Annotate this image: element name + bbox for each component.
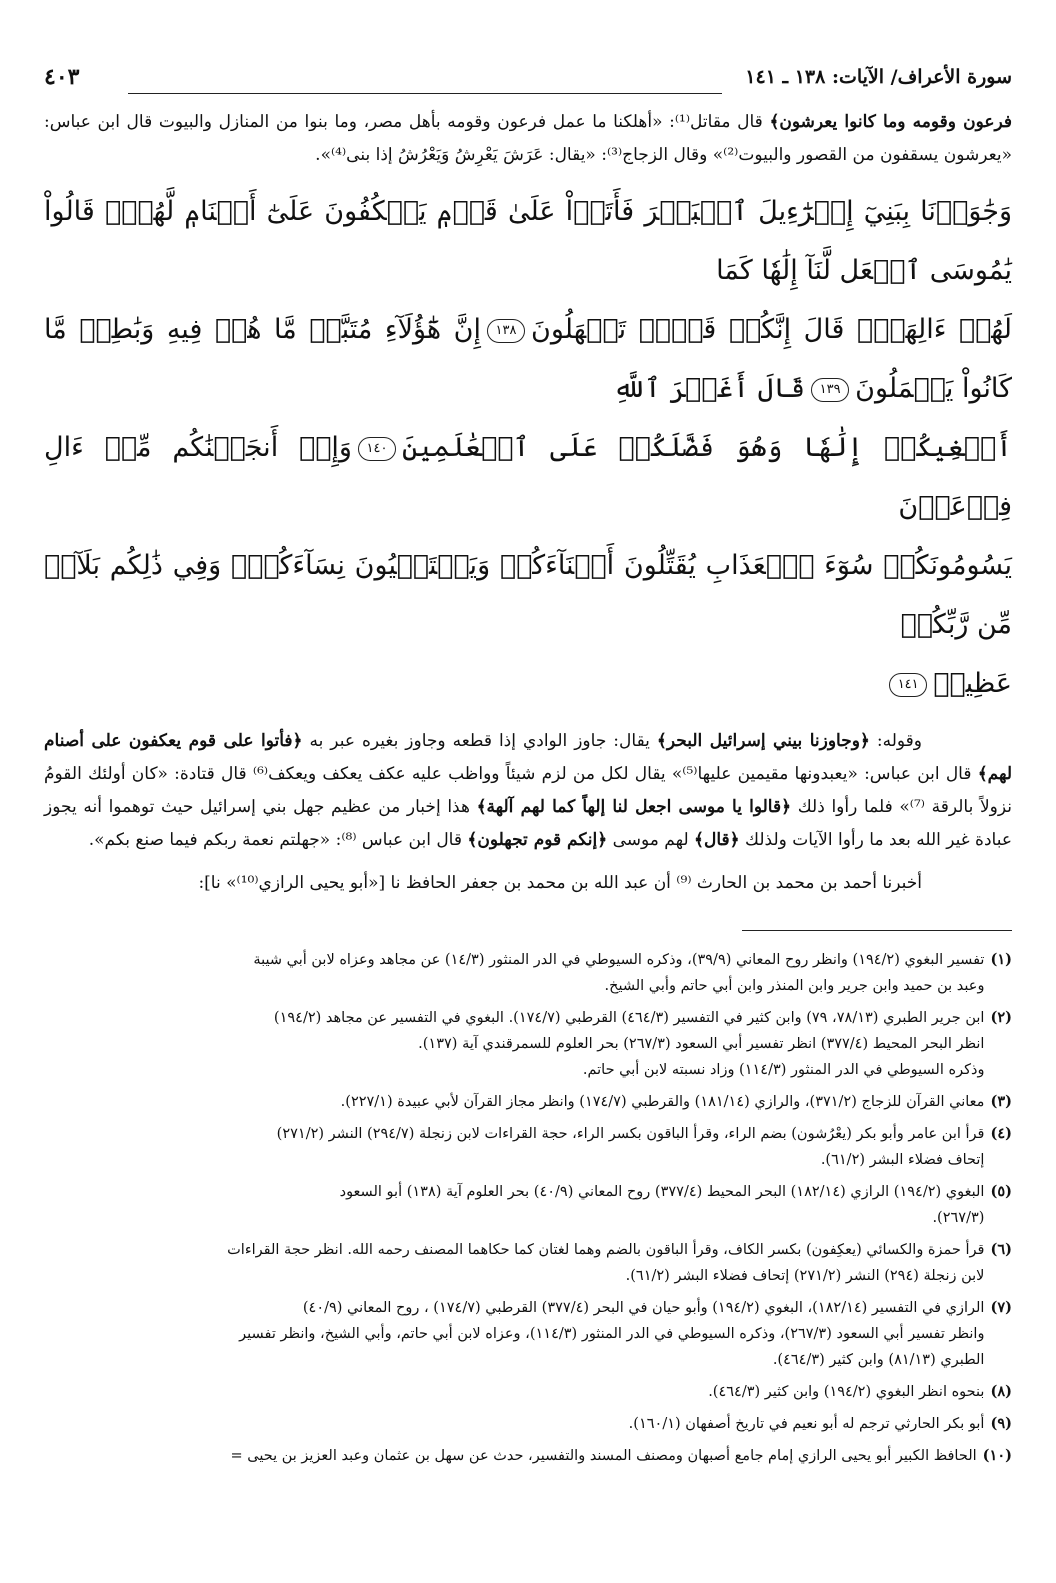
footnote — [44, 1379, 1012, 1405]
footnote — [44, 1411, 1012, 1437]
footnote — [44, 947, 1012, 999]
paragraph-text: يقال: جاوز الوادي إذا قطعه وجاوز بغيره عبر به — [302, 731, 657, 751]
footnote-number: (٢) — [990, 1009, 1012, 1026]
footnote-number: (٤) — [990, 1125, 1012, 1142]
footnote-line: الحافظ الكبير أبو يحيى الرازي إمام جامع أصبهان ومصنف المسند والتفسير، حدث عن سهل بن عثمان وعبد العزيز بن يحيى = — [230, 1448, 977, 1464]
footnote-line: تفسير البغوي (١٩٤/٢) وانظر روح المعاني (٣٩/٩)، وذكره السيوطي في الدر المنثور (١٤/٣) عن مجاهد وعزاه لابن أبي شيبة — [253, 952, 985, 968]
bold-phrase: ﴿إنكم قوم تجهلون﴾ — [467, 830, 608, 850]
footnote-body — [44, 1379, 984, 1405]
quran-verses — [44, 182, 1012, 713]
footnote-body — [44, 1237, 984, 1289]
footnote-line: لابن زنجلة (٢٩٤) النشر (٢٧١/٢) إتحاف فضلاء البشر (٦١/٢). — [625, 1268, 985, 1284]
footnote-line: قرأ حمزة والكسائي (يعكِفون) بكسر الكاف، وقرأ الباقون بالضم وهما لغتان كما حكاهما المصنف رحمه الله. انظر حجة القراءات — [227, 1242, 985, 1258]
footnote-line: البغوي (١٩٤/٢) الرازي (١٨٢/١٤) البحر المحيط (٣٧٧/٤) روح المعاني (٤٠/٩) بحر العلوم آية (١٣٨) أبو السعود — [339, 1184, 985, 1200]
footnote-line: أبو بكر الحارثي ترجم له أبو نعيم في تاريخ أصفهان (١٦٠/١). — [628, 1416, 985, 1432]
footnote — [44, 1295, 1012, 1373]
commentary-paragraph-1 — [44, 106, 1012, 172]
ayah-number-marker: ١٣٨ — [487, 319, 525, 343]
footnote-line: وعبد بن حميد وابن جرير وابن المنذر وابن أبي حاتم وأبي الشيخ. — [604, 978, 985, 994]
footnote — [44, 1121, 1012, 1173]
commentary-paragraph-2 — [44, 725, 1012, 857]
footnote-number: (٨) — [990, 1383, 1012, 1400]
footnote-body — [44, 1089, 984, 1115]
verse-line-4: يَسُومُونَكُمۡ سُوٓءَ ٱلۡعَذَابِ يُقَتِّلُونَ أَبۡنَآءَكُمۡ وَيَسۡتَحۡيُونَ نِسَآءَكُمۡۚ وَفِي ذَٰلِكُم بَلَآءٞ مِّن رَّبِّكُمۡ — [44, 550, 1012, 640]
footnote-number: (١) — [990, 951, 1012, 968]
footnote-body — [44, 1179, 984, 1231]
footnote-line: معاني القرآن للزجاج (٣٧١/٢)، والرازي (١٨١/١٤) والقرطبي (١٧٤/٧) وانظر مجاز القرآن لأبي عبيدة (٢٢٧/١). — [340, 1094, 985, 1110]
header-title: سورة الأعراف/ الآيات: ١٣٨ ـ ١٤١ — [745, 66, 1012, 88]
isnad-paragraph: أخبرنا أحمد بن محمد بن الحارث ⁽⁹⁾ أن عبد الله بن محمد بن جعفر الحافظ نا [«أبو يحيى الرازي⁽¹⁰⁾» نا]: — [198, 873, 922, 893]
footnote — [44, 1089, 1012, 1115]
footnote-body — [44, 1121, 984, 1173]
footnote-number: (٦) — [990, 1241, 1012, 1258]
paragraph-text: قال ابن عباس: «يعبدونها مقيمين عليها⁽⁵⁾» يقال لكل من لزم شيئاً وواظب عليه عكف يعكف ويعكف⁽⁶⁾ قال قتادة: «كان أولئك القومُ نزولاً بالرقة ⁽⁷⁾» فلما رأوا ذلك — [44, 764, 1012, 817]
footnote-line: انظر البحر المحيط (٣٧٧/٤) انظر تفسير أبي السعود (٢٦٧/٣) بحر العلوم للسمرقندي آية (١٣٧). — [418, 1036, 985, 1052]
verse-line-1: وَجَٰوَزۡنَا بِبَنِيٓ إِسۡرَٰٓءِيلَ ٱلۡبَحۡرَ فَأَتَوۡاْ عَلَىٰ قَوۡمٖ يَعۡكُفُونَ عَلَىٰٓ أَصۡنَامٖ لَّهُمۡۚ قَالُواْ يَٰمُوسَى ٱجۡعَل لَّنَآ إِلَٰهٗا كَمَا — [44, 196, 1012, 286]
ayah-number-marker: ١٣٩ — [811, 378, 849, 402]
footnote-line: إتحاف فضلاء البشر (٦١/٢). — [820, 1152, 985, 1168]
footnote-body — [44, 947, 984, 999]
verse-text: إِنَّ هَٰٓؤُلَآءِ مُتَبَّرٞ مَّا هُمۡ فِيهِ وَبَٰطِلٞ مَّا كَانُواْ يَعۡمَلُونَ — [44, 314, 1012, 404]
verse-line-3 — [44, 418, 1012, 536]
footnote-number: (٩) — [990, 1415, 1012, 1432]
bold-phrase: ﴿قالوا يا موسى اجعل لنا إلهاً كما لهم آلهة﴾ — [476, 797, 792, 817]
footnote-line: ابن جرير الطبري (٧٨/١٣، ٧٩) وابن كثير في التفسير (٤٦٤/٣) القرطبي (١٧٤/٧). البغوي في التفسير عن مجاهد (١٩٤/٢) — [273, 1010, 985, 1026]
verse-text: لَهُمۡ ءَالِهَةٞۚ قَالَ إِنَّكُمۡ قَوۡمٞ تَجۡهَلُونَ — [531, 314, 1012, 345]
footnotes — [44, 947, 1012, 1469]
book-page — [44, 58, 1012, 1475]
verse-text: عَظِيمٞ — [933, 668, 1012, 699]
footnote-body — [44, 1443, 977, 1469]
footnote-line: الطبري (٨١/١٣) وابن كثير (٤٦٤/٣). — [772, 1352, 985, 1368]
paragraph-text: لهم موسى — [607, 830, 695, 850]
page-number: ٤٠٣ — [44, 64, 80, 90]
bold-phrase: ﴿وجاوزنا بيني إسرائيل البحر﴾ — [656, 731, 870, 751]
footnote-line: وذكره السيوطي في الدر المنثور (١١٤/٣) وزاد نسبته لابن أبي حاتم. — [582, 1062, 985, 1078]
footnote-line: الرازي في التفسير (١٨٢/١٤)، البغوي (١٩٤/٢) وأبو حيان في البحر (٣٧٧/٤) القرطبي (١٧٤/٧) ، روح المعاني (٤٠/٩) — [302, 1300, 985, 1316]
footnote-separator — [742, 930, 1012, 931]
footnote-line: وانظر تفسير أبي السعود (٢٦٧/٣)، وذكره السيوطي في الدر المنثور (١١٤/٣)، وعزاه لابن أبي حاتم، وأبي الشيخ، وانظر تفسير — [239, 1326, 985, 1342]
footnote-number: (٧) — [990, 1299, 1012, 1316]
footnote — [44, 1443, 1012, 1469]
footnote-line: قرأ ابن عامر وأبو بكر (يعْرُشون) بضم الراء، وقرأ الباقون بكسر الراء، حجة القراءات لابن زنجلة (٢٩٤/٧) النشر (٢٧١/٢) — [276, 1126, 985, 1142]
footnote-body — [44, 1005, 984, 1083]
footnote-line: (٢٦٧/٣). — [932, 1210, 985, 1226]
paragraph-text: وقوله: — [869, 731, 923, 751]
verse-text: أَبۡغِيكُمۡ إِلَٰهٗا وَهُوَ فَضَّلَكُمۡ عَلَى ٱلۡعَٰلَمِينَ — [401, 432, 1012, 463]
footnote — [44, 1005, 1012, 1083]
paragraph-text: قال مقاتل⁽¹⁾: «أهلكنا ما عمل فرعون وقومه بأهل مصر، وما بنوا من المنازل والبيوت قال ابن عباس: «يعرشون يسقفون من القصور والبيوت⁽²⁾» وقال الزجاج⁽³⁾: «يقال: عَرَشَ يَعْرِشُ وَيَعْرُشُ إذا بنى⁽⁴⁾». — [44, 112, 1012, 165]
ayah-number-marker: ١٤٠ — [358, 437, 396, 461]
footnote-number: (٥) — [990, 1183, 1012, 1200]
bold-phrase: فرعون وقومه وما كانوا يعرشون﴾ — [769, 112, 1012, 132]
verse-line-2 — [44, 300, 1012, 418]
footnote-body — [44, 1411, 984, 1437]
bold-phrase: ﴿فأتوا على قوم يعكفون على أصنام لهم﴾ — [44, 731, 1013, 784]
running-header — [44, 58, 1012, 102]
bold-phrase: ﴿قال﴾ — [694, 830, 740, 850]
ayah-number-marker: ١٤١ — [889, 673, 927, 697]
verse-text: قَالَ أَغَيۡرَ ٱللَّهِ — [613, 373, 806, 404]
footnote-number: (١٠) — [982, 1447, 1012, 1464]
footnote-line: بنحوه انظر البغوي (١٩٤/٢) وابن كثير (٤٦٤/٣). — [708, 1384, 985, 1400]
verse-line-5 — [44, 654, 1012, 713]
footnote-body — [44, 1295, 984, 1373]
header-rule — [128, 93, 722, 94]
verse-text: وَإِذۡ أَنجَيۡنَٰكُم مِّنۡ ءَالِ فِرۡعَوۡنَ — [44, 432, 1012, 522]
paragraph-text: قال ابن عباس ⁽⁸⁾: «جهلتم نعمة ربكم فيما صنع بكم». — [88, 830, 468, 850]
paragraph-text: هذا إخبار من عظيم جهل بني إسرائيل حيث توهموا أنه يجوز عبادة غير الله بعد ما رأوا الآيات ولذلك — [44, 797, 1012, 850]
footnote-number: (٣) — [990, 1093, 1012, 1110]
footnote — [44, 1179, 1012, 1231]
footnote — [44, 1237, 1012, 1289]
